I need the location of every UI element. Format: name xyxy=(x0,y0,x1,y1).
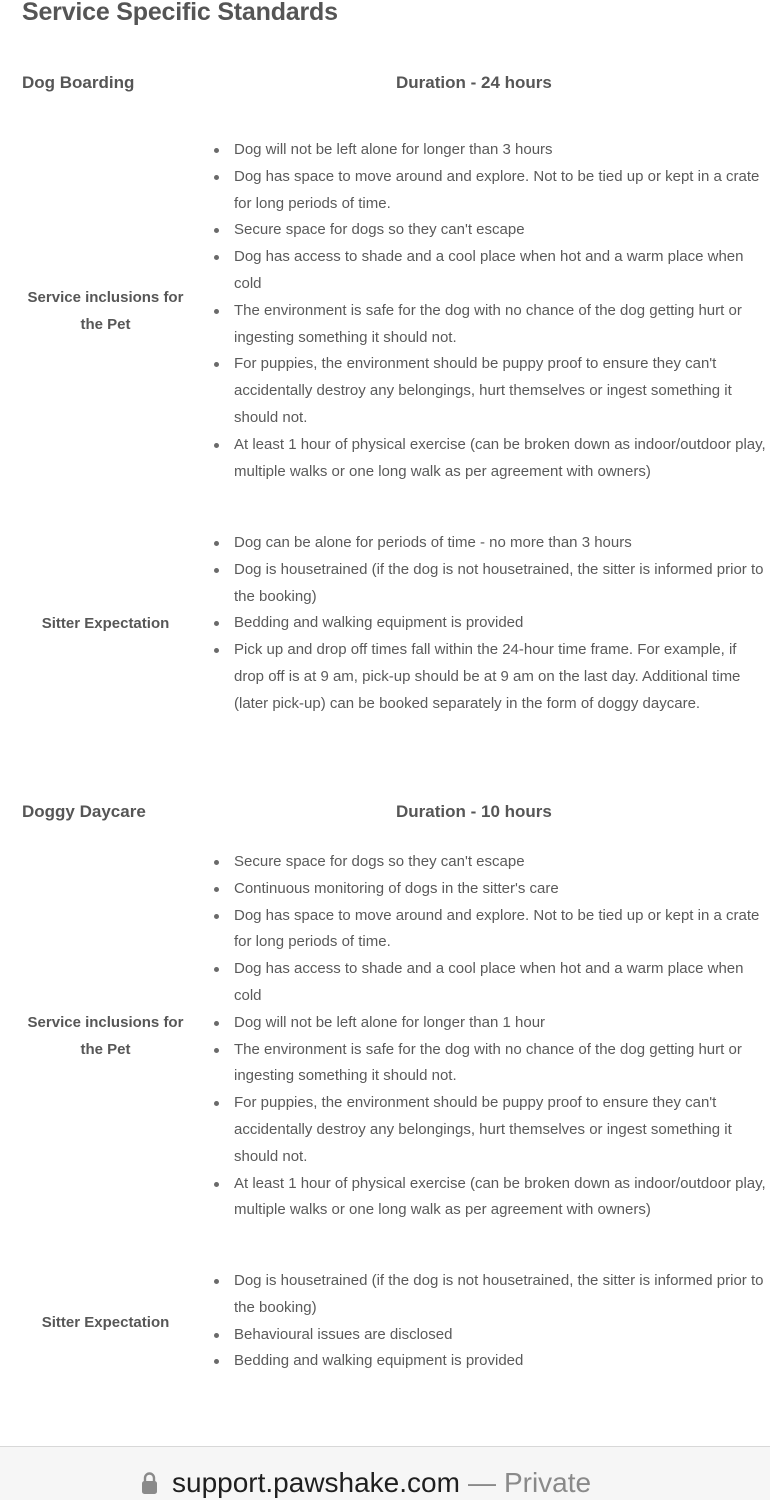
service-duration-doggy-daycare: Duration - 10 hours xyxy=(396,802,552,821)
list-item: Dog will not be left alone for longer than 3 hours xyxy=(214,137,770,164)
list-item: Continuous monitoring of dogs in the sitter's care xyxy=(214,876,770,903)
row-label-line: Sitter Expectation xyxy=(41,615,170,632)
row-label-service-inclusions xyxy=(18,284,193,338)
service-duration-dog-boarding: Duration - 24 hours xyxy=(396,73,552,92)
url-domain[interactable]: support.pawshake.com xyxy=(172,1467,460,1498)
list-item: Dog can be alone for periods of time - no more than 3 hours xyxy=(214,530,770,557)
page-title: Service Specific Standards xyxy=(22,0,338,26)
row-label-sitter-expectation xyxy=(18,610,193,637)
row-label-line: Sitter Expectation xyxy=(41,1314,170,1331)
row-label-line: Service inclusions for xyxy=(27,1014,184,1031)
list-item: Dog is housetrained (if the dog is not housetrained, the sitter is informed prior to the booking) xyxy=(214,557,770,611)
list-item: Dog has space to move around and explore. Not to be tied up or kept in a crate for long periods of time. xyxy=(214,164,770,218)
row-label-sitter-expectation xyxy=(18,1309,193,1336)
list-item: For puppies, the environment should be puppy proof to ensure they can't accidentally destroy any belongings, hurt themselves or ingest something it should not. xyxy=(214,351,770,431)
list-item: Dog has access to shade and a cool place when hot and a warm place when cold xyxy=(214,956,770,1010)
list-item: The environment is safe for the dog with no chance of the dog getting hurt or ingesting something it should not. xyxy=(214,298,770,352)
lock-icon xyxy=(141,1471,158,1495)
url-separator: — xyxy=(467,1467,496,1498)
list-item: Dog is housetrained (if the dog is not housetrained, the sitter is informed prior to the booking) xyxy=(214,1268,770,1322)
row-label-line: Service inclusions for xyxy=(27,289,184,306)
list-item: Bedding and walking equipment is provided xyxy=(214,610,770,637)
address-bar-content[interactable] xyxy=(141,1463,591,1500)
bullet-list-service-inclusions xyxy=(214,137,770,485)
address-bar[interactable] xyxy=(0,1446,770,1500)
list-item: Bedding and walking equipment is provided xyxy=(214,1348,770,1375)
list-item: Dog has space to move around and explore. Not to be tied up or kept in a crate for long periods of time. xyxy=(214,903,770,957)
bullet-list-service-inclusions xyxy=(214,849,770,1224)
row-label-line: the Pet xyxy=(80,1041,131,1058)
row-label-line: the Pet xyxy=(80,316,131,333)
list-item: At least 1 hour of physical exercise (can be broken down as indoor/outdoor play, multiple walks or one long walk as per agreement with owners) xyxy=(214,1171,770,1225)
list-item: Dog will not be left alone for longer than 1 hour xyxy=(214,1010,770,1037)
list-item: Pick up and drop off times fall within the 24-hour time frame. For example, if drop off is at 9 am, pick-up should be at 9 am on the last day. Additional time (later pick-up) can be booked separately in the form of doggy daycare. xyxy=(214,637,770,717)
list-item: Secure space for dogs so they can't escape xyxy=(214,849,770,876)
list-item: Secure space for dogs so they can't escape xyxy=(214,217,770,244)
list-item: The environment is safe for the dog with no chance of the dog getting hurt or ingesting something it should not. xyxy=(214,1037,770,1091)
bullet-list-sitter-expectation xyxy=(214,1268,770,1375)
bullet-list-sitter-expectation xyxy=(214,530,770,718)
service-name-doggy-daycare: Doggy Daycare xyxy=(22,802,146,821)
service-name-dog-boarding: Dog Boarding xyxy=(22,73,135,92)
privacy-label: Private xyxy=(503,1467,592,1498)
list-item: Behavioural issues are disclosed xyxy=(214,1322,770,1349)
list-item: For puppies, the environment should be puppy proof to ensure they can't accidentally destroy any belongings, hurt themselves or ingest something it should not. xyxy=(214,1090,770,1170)
list-item: At least 1 hour of physical exercise (can be broken down as indoor/outdoor play, multiple walks or one long walk as per agreement with owners) xyxy=(214,432,770,486)
row-label-service-inclusions xyxy=(18,1009,193,1063)
list-item: Dog has access to shade and a cool place when hot and a warm place when cold xyxy=(214,244,770,298)
